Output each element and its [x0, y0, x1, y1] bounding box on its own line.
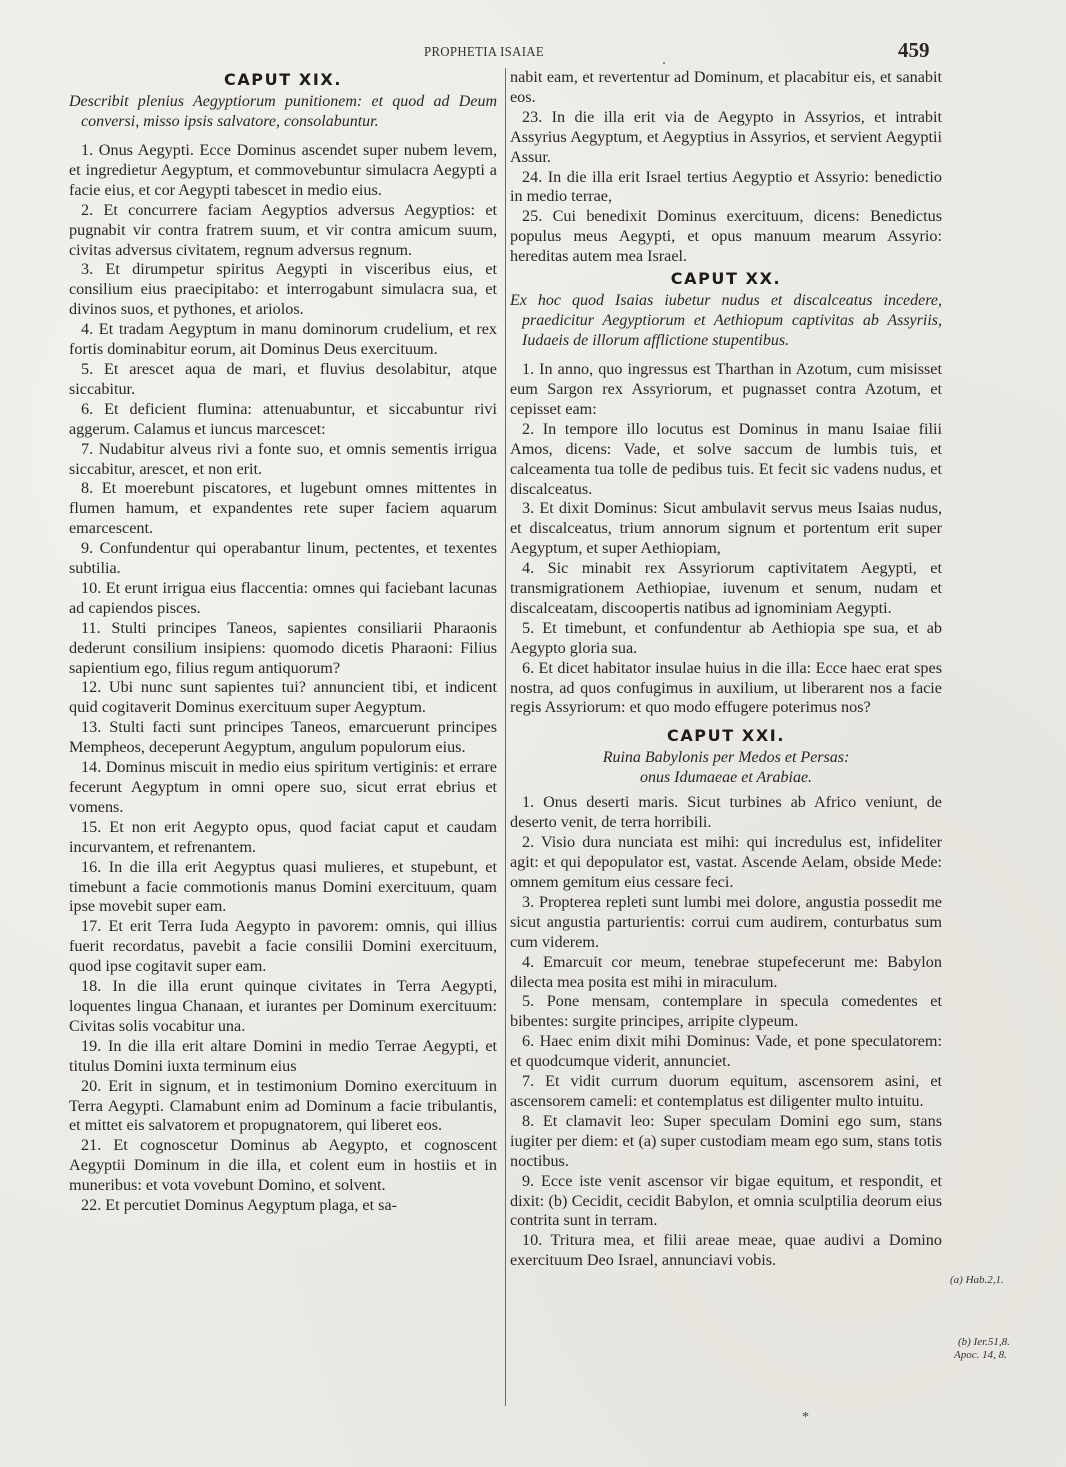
- verse: 25. Cui benedixit Dominus exercituum, dicens: Benedictus populus meus Aegypti, et opus manuum mearum Assyrio: hereditas autem mea Israel.: [510, 207, 942, 266]
- verse: 12. Ubi nunc sunt sapientes tui? annuncient tibi, et indicent quid cogitaverit Dominus exercituum super Aegyptum.: [69, 678, 497, 717]
- verse-continuation: nabit eam, et revertentur ad Dominum, et placabitur eis, et sanabit eos.: [510, 68, 942, 106]
- verse: 17. Et erit Terra Iuda Aegypto in pavorem: omnis, qui illius fuerit recordatus, pavebit a facie consilii Domini exercituum, quod ipse cogitavit super eam.: [69, 917, 497, 976]
- verse: 5. Pone mensam, contemplare in specula comedentes et bibentes: surgite principes, arripite clypeum.: [510, 992, 942, 1031]
- chapter-summary-21: [510, 748, 942, 788]
- verse: 4. Et tradam Aegyptum in manu dominorum crudelium, et rex fortis dominabitur eorum, ait Dominus Deus exercituum.: [69, 320, 497, 359]
- verse: 10. Et erunt irrigua eius flaccentia: omnes qui faciebant lacunas ad capiendos pisces.: [69, 578, 497, 617]
- chapter-summary-19: Describit plenius Aegyptiorum punitionem: et quod ad Deum conversi, misso ipsis salvatore, consolabuntur.: [69, 93, 497, 130]
- right-column: [510, 68, 942, 1271]
- verse: 5. Et timebunt, et confundentur ab Aethiopia spe sua, et ab Aegypto gloria sua.: [510, 618, 942, 657]
- verse: 4. Emarcuit cor meum, tenebrae stupefecerunt me: Babylon dilecta mea posita est mihi in miraculum.: [510, 952, 942, 991]
- verse-list-21: [510, 793, 942, 1271]
- chapter-heading-20: CAPUT XX.: [670, 269, 782, 289]
- verse: 9. Ecce iste venit ascensor vir bigae equitum, et respondit, et dixit: (b) Cecidit, cecidit Babylon, et omnia sculptilia deorum eius contrita sunt in terram.: [510, 1171, 942, 1230]
- verse: 4. Sic minabit rex Assyriorum captivitatem Aegypti, et transmigrationem Aethiopiae, iuvenum et senum, nudam et discalceatam, discoopertis natibus ad ignominiam Aegypti.: [510, 559, 942, 617]
- verse: 1. Onus deserti maris. Sicut turbines ab Africo veniunt, de deserto venit, de terra horribili.: [510, 793, 942, 832]
- chapter-heading-19: CAPUT XIX.: [223, 70, 343, 89]
- verse: 13. Stulti facti sunt principes Taneos, emarcuerunt principes Mempheos, deceperunt Aegyptum, angulum populorum eius.: [69, 718, 497, 757]
- verse: 2. Et concurrere faciam Aegyptios adversus Aegyptios: et pugnabit vir contra fratrem suum, et vir contra amicum suum, civitas adversus civitatem, regnum adversus regnum.: [69, 200, 497, 259]
- verse: 15. Et non erit Aegypto opus, quod faciat caput et caudam incurvantem, et refrenantem.: [69, 817, 497, 856]
- verse: 20. Erit in signum, et in testimonium Domino exercituum in Terra Aegypti. Clamabunt enim ad Dominum a facie tribulantis, et mittet eis salvatorem et propugnatorem, qui liberet eos.: [69, 1076, 497, 1135]
- verse: 1. Onus Aegypti. Ecce Dominus ascendet super nubem levem, et ingredietur Aegyptum, et commovebuntur simulacra Aegypti a facie eius, et cor Aegypti tabescet in medio eius.: [69, 141, 497, 199]
- verse: 6. Et dicet habitator insulae huius in die illa: Ecce haec erat spes nostra, ad quos confugimus in auxilium, ut liberarent nos a facie regis Assyriorum: et quo modo effugere poterimus nos?: [510, 658, 942, 717]
- verse: 8. Et moerebunt piscatores, et lugebunt omnes mittentes in flumen hamum, et expandentes rete super faciem aquarum emarcescent.: [69, 479, 497, 538]
- verse: 9. Confundentur qui operabantur linum, pectentes, et texentes subtilia.: [69, 539, 497, 578]
- verse: 7. Et vidit currum duorum equitum, ascensorem asini, et ascensorem cameli: et contemplatus est diligenter multo intuitu.: [510, 1072, 942, 1110]
- verse: 16. In die illa erit Aegyptus quasi mulieres, et stupebunt, et timebunt a facie commotionis manus Domini exercituum, quam ipse movebit super eam.: [69, 857, 497, 916]
- verse: 21. Et cognoscetur Dominus ab Aegypto, et cognoscent Aegyptii Dominum in die illa, et colent eum in hostiis et in muneribus: et vota vovebunt Domino, et solvent.: [69, 1136, 497, 1195]
- left-column: [69, 68, 497, 1216]
- verse: 1. In anno, quo ingressus est Tharthan in Azotum, cum misisset eum Sargon rex Assyriorum, et pugnasset contra Azotum, et cepisset eam:: [510, 360, 942, 418]
- margin-note-b-line-2: Apoc. 14, 8.: [954, 1349, 1007, 1361]
- verse: 3. Et dixit Dominus: Sicut ambulavit servus meus Isaias nudus, et discalceatus, trium annorum signum et portentum erit super Aegyptum, et super Aethiopiam,: [510, 499, 942, 558]
- verse: 6. Haec enim dixit mihi Dominus: Vade, et pone speculatorem: et quodcumque viderit, annunciet.: [510, 1032, 942, 1071]
- verse: 2. In tempore illo locutus est Dominus in manu Isaiae filii Amos, dicens: Vade, et solve saccum de lumbis tuis, et calceamenta tua tolle de pedibus tuis. Et fecit sic vadens nudus, et discalceatus.: [510, 419, 942, 498]
- verse-list-20: [510, 360, 942, 718]
- page-number: 459: [898, 38, 930, 62]
- print-speck: [663, 62, 665, 64]
- verse: 14. Dominus miscuit in medio eius spiritum vertiginis: et errare fecerunt Aegyptum in omni opere suo, sicut errat ebrius et vomens.: [69, 758, 497, 816]
- verse: 8. Et clamavit leo: Super speculam Domini ego sum, stans iugiter per diem: et (a) super custodiam meam ego sum, stans totis noctibus.: [510, 1111, 942, 1170]
- verse: 18. In die illa erunt quinque civitates in Terra Aegypti, loquentes lingua Chanaan, et iurantes per Dominum exercituum: Civitas solis vocabitur una.: [69, 977, 497, 1035]
- verse: 10. Tritura mea, et filii areae meae, quae audivi a Domino exercituum Deo Israel, annunciavi vobis.: [510, 1231, 942, 1270]
- running-title: PROPHETIA ISAIAE: [424, 45, 544, 60]
- chapter-summary-20: Ex hoc quod Isaias iubetur nudus et discalceatus incedere, praedicitur Aegyptiorum et Aethiopum captivitas ab Assyriis, Iudaeis de illorum afflictione stupentibus.: [510, 292, 942, 350]
- verse: 3. Et dirumpetur spiritus Aegypti in visceribus eius, et consilium eius praecipitabo: et interrogabunt simulacra sua, et divinos suos, et pythones, et ariolos.: [69, 260, 497, 319]
- verse-list-19: [69, 141, 497, 1216]
- verse-list-19-end: [510, 108, 942, 267]
- verse: 11. Stulti principes Taneos, sapientes consiliarii Pharaonis dederunt consilium insipiens: quomodo dicetis Pharaoni: Filius sapientium ego, filius regum antiquorum?: [69, 618, 497, 677]
- verse: 5. Et arescet aqua de mari, et fluvius desolabitur, atque siccabitur.: [69, 359, 497, 398]
- margin-note-a: (a) Hab.2,1.: [950, 1274, 1004, 1286]
- chapter-heading-21: CAPUT XXI.: [666, 726, 786, 746]
- chapter-summary-21-line-2: onus Idumaeae et Arabiae.: [639, 769, 813, 787]
- chapter-summary-21-line-1: Ruina Babylonis per Medos et Persas:: [602, 749, 850, 767]
- verse: 22. Et percutiet Dominus Aegyptum plaga, et sa-: [81, 1196, 398, 1215]
- verse: 24. In die illa erit Israel tertius Aegyptio et Assyrio: benedictio in medio terrae,: [510, 167, 942, 206]
- verse: 6. Et deficient flumina: attenuabuntur, et siccabuntur rivi aggerum. Calamus et iuncus marcescet:: [69, 399, 497, 438]
- margin-note-b-line-1: (b) Ier.51,8.: [958, 1336, 1010, 1348]
- verse: 7. Nudabitur alveus rivi a fonte suo, et omnis sementis irrigua siccabitur, arescet, et non erit.: [69, 439, 497, 478]
- column-divider: [505, 68, 506, 1406]
- verse: 3. Propterea repleti sunt lumbi mei dolore, angustia possedit me sicut angustia parturientis: corrui cum audirem, conturbatus sum cum viderem.: [510, 892, 942, 951]
- verse: 2. Visio dura nunciata est mihi: qui incredulus est, infideliter agit: et qui depopulator est, vastat. Ascende Aelam, obside Mede: omnem gemitum eius cessare feci.: [510, 833, 942, 891]
- verse: 23. In die illa erit via de Aegypto in Assyrios, et intrabit Assyrius Aegyptum, et Aegyptius in Assyrios, et servient Aegyptii Assur.: [510, 107, 942, 166]
- signature-mark: *: [802, 1410, 809, 1425]
- verse: 19. In die illa erit altare Domini in medio Terrae Aegypti, et titulus Domini iuxta terminum eius: [69, 1036, 497, 1075]
